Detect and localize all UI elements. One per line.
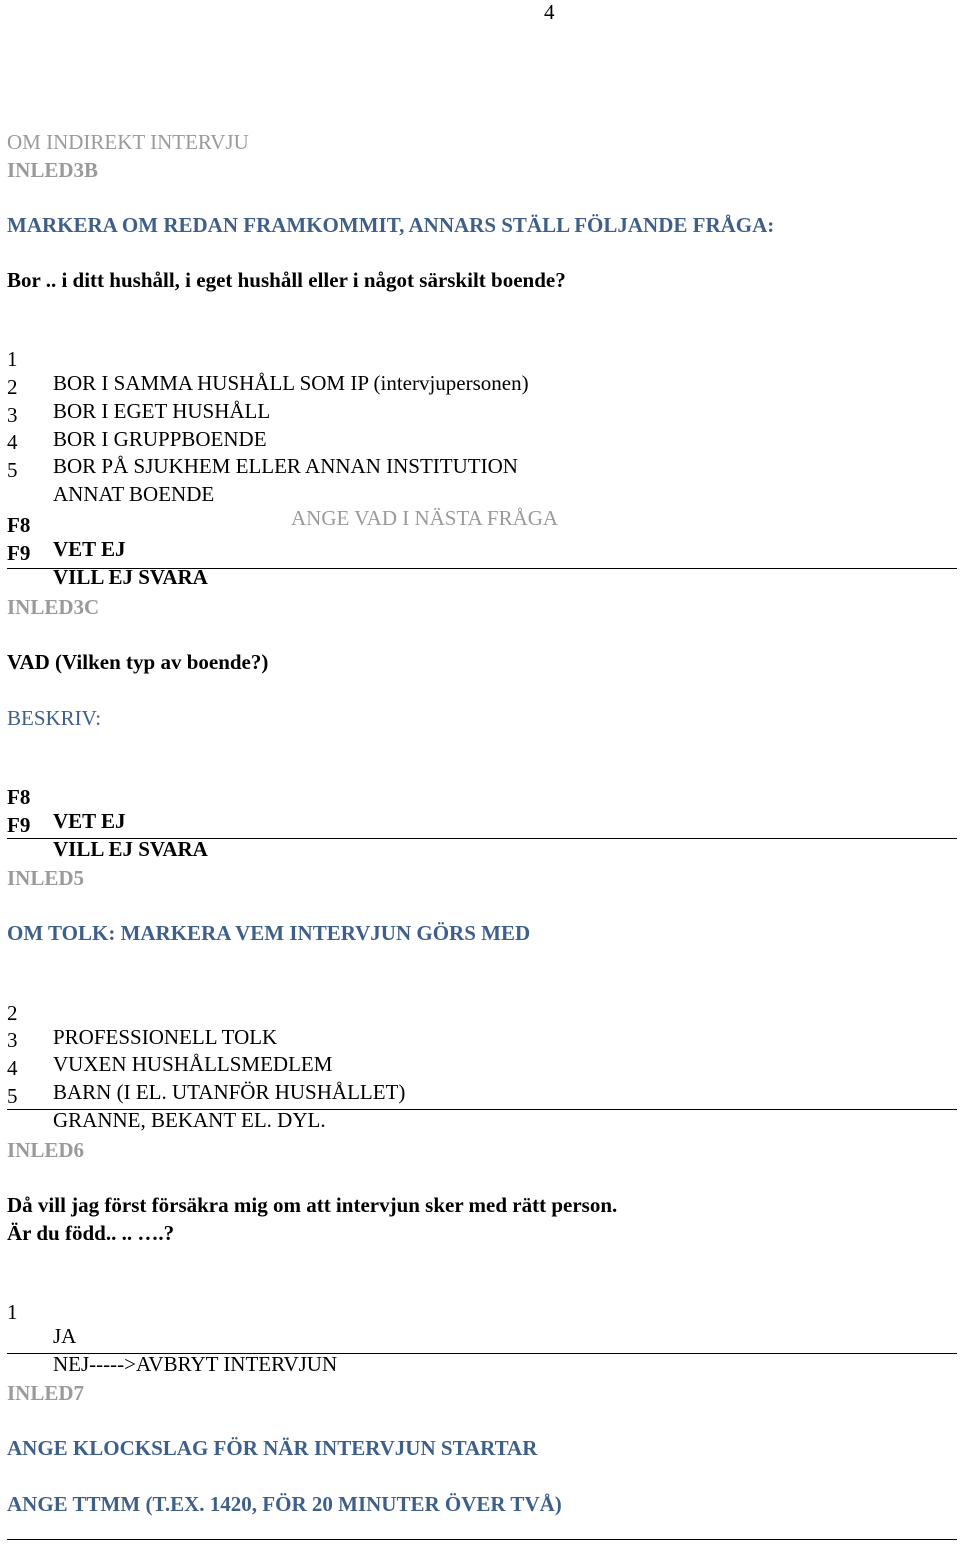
question-text: Bor .. i ditt hushåll, i eget hushåll eller i något särskilt boende? [7, 268, 566, 292]
option-number: 1 [7, 1300, 18, 1324]
question-code: INLED3C [7, 595, 100, 619]
interviewer-instruction: BESKRIV: [7, 706, 102, 730]
option-label: JA [53, 1324, 77, 1348]
option-number: F8 [7, 785, 31, 809]
option-label: GRANNE, BEKANT EL. DYL. [53, 1108, 326, 1132]
option-label: VILL EJ SVARA [53, 565, 208, 589]
interviewer-instruction: MARKERA OM REDAN FRAMKOMMIT, ANNARS STÄLL FÖLJANDE FRÅGA: [7, 213, 775, 237]
option-number: 3 [7, 403, 18, 427]
section-divider [7, 838, 957, 839]
question-text: Då vill jag först försäkra mig om att intervjun sker med rätt person. [7, 1193, 618, 1217]
interviewer-instruction: ANGE KLOCKSLAG FÖR NÄR INTERVJUN STARTAR [7, 1436, 538, 1460]
question-code: INLED7 [7, 1381, 85, 1405]
option-number: 4 [7, 430, 18, 454]
option-number: F9 [7, 813, 31, 837]
option-number: 5 [7, 1084, 18, 1108]
question-code: INLED6 [7, 1138, 85, 1162]
option-label: BOR I EGET HUSHÅLL [53, 399, 271, 423]
option-label: NEJ----->AVBRYT INTERVJUN [53, 1352, 338, 1376]
answer-option [0, 1304, 960, 1376]
option-number: 4 [7, 1056, 18, 1080]
section-divider [7, 568, 957, 569]
option-number: F9 [7, 541, 31, 565]
option-label: VET EJ [53, 809, 126, 833]
option-number: F8 [7, 513, 31, 537]
interviewer-instruction: OM TOLK: MARKERA VEM INTERVJUN GÖRS MED [7, 921, 531, 945]
section-divider [7, 1539, 957, 1540]
section-divider [7, 1353, 957, 1354]
option-label: VILL EJ SVARA [53, 837, 208, 861]
question-code: INLED3B [7, 158, 99, 182]
option-label: BOR I SAMMA HUSHÅLL SOM IP (intervjupersonen) [53, 371, 529, 395]
option-label: VUXEN HUSHÅLLSMEDLEM [53, 1052, 333, 1076]
option-number: 1 [7, 347, 18, 371]
question-text: VAD (Vilken typ av boende?) [7, 650, 269, 674]
option-label: ANNAT BOENDE [53, 482, 215, 506]
section-intro: OM INDIREKT INTERVJU [7, 130, 249, 154]
question-text: Är du född.. .. ….? [7, 1221, 175, 1245]
option-label: PROFESSIONELL TOLK [53, 1025, 278, 1049]
question-code: INLED5 [7, 866, 85, 890]
answer-option [0, 977, 960, 1049]
option-number: 2 [7, 375, 18, 399]
option-label: BARN (I EL. UTANFÖR HUSHÅLLET) [53, 1080, 406, 1104]
interviewer-instruction: ANGE TTMM (T.EX. 1420, FÖR 20 MINUTER ÖVER TVÅ) [7, 1492, 562, 1516]
option-number: 2 [7, 1001, 18, 1025]
option-label: BOR I GRUPPBOENDE [53, 427, 267, 451]
answer-option [0, 1276, 960, 1348]
option-label: VET EJ [53, 537, 126, 561]
option-number: 3 [7, 1028, 18, 1052]
page-number: 4 [544, 0, 555, 24]
option-note: ANGE VAD I NÄSTA FRÅGA [291, 506, 559, 530]
option-number: 5 [7, 458, 18, 482]
answer-option [0, 323, 960, 395]
section-divider [7, 1109, 957, 1110]
option-label: BOR PÅ SJUKHEM ELLER ANNAN INSTITUTION [53, 454, 518, 478]
